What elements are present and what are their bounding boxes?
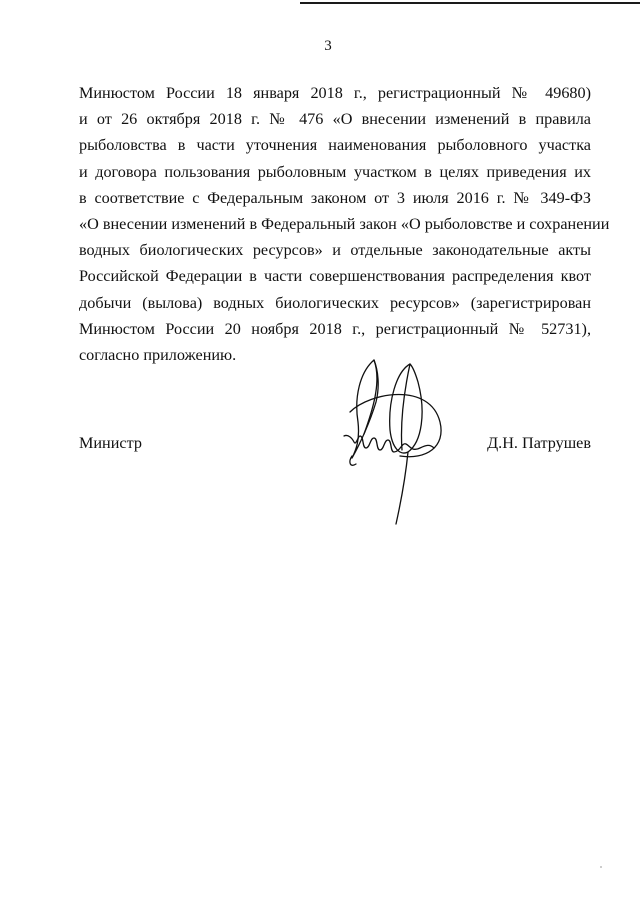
top-edge-rule (300, 2, 640, 4)
body-line: согласно приложению. (79, 345, 237, 364)
body-line: и от 26 октября 2018 г. № 476 «О внесении изменений в правила (79, 110, 591, 129)
body-paragraph (79, 80, 610, 368)
signer-position: Министр (79, 434, 142, 452)
body-line: в соответствие с Федеральным законом от 3 июля 2016 г. № 349-ФЗ (79, 188, 591, 207)
body-line: Минюстом России 20 ноября 2018 г., регистрационный № 52731), (79, 319, 591, 338)
signer-name: Д.Н. Патрушев (487, 434, 591, 452)
body-line: водных биологических ресурсов» и отдельные законодательные акты (79, 241, 591, 260)
handwritten-signature (330, 352, 450, 532)
body-line: «О внесении изменений в Федеральный закон «О рыболовстве и сохранении (79, 214, 610, 233)
body-line: добычи (вылова) водных биологических ресурсов» (зарегистрирован (79, 293, 591, 312)
body-line: Минюстом России 18 января 2018 г., регистрационный № 49680) (79, 84, 591, 102)
scan-speck (600, 866, 602, 868)
body-line: Российской Федерации в части совершенствования распределения квот (79, 267, 591, 286)
body-line: и договора пользования рыболовным участком в целях приведения их (79, 162, 591, 181)
page-number: 3 (324, 38, 332, 54)
body-line: рыболовства в части уточнения наименования рыболовного участка (79, 136, 591, 155)
